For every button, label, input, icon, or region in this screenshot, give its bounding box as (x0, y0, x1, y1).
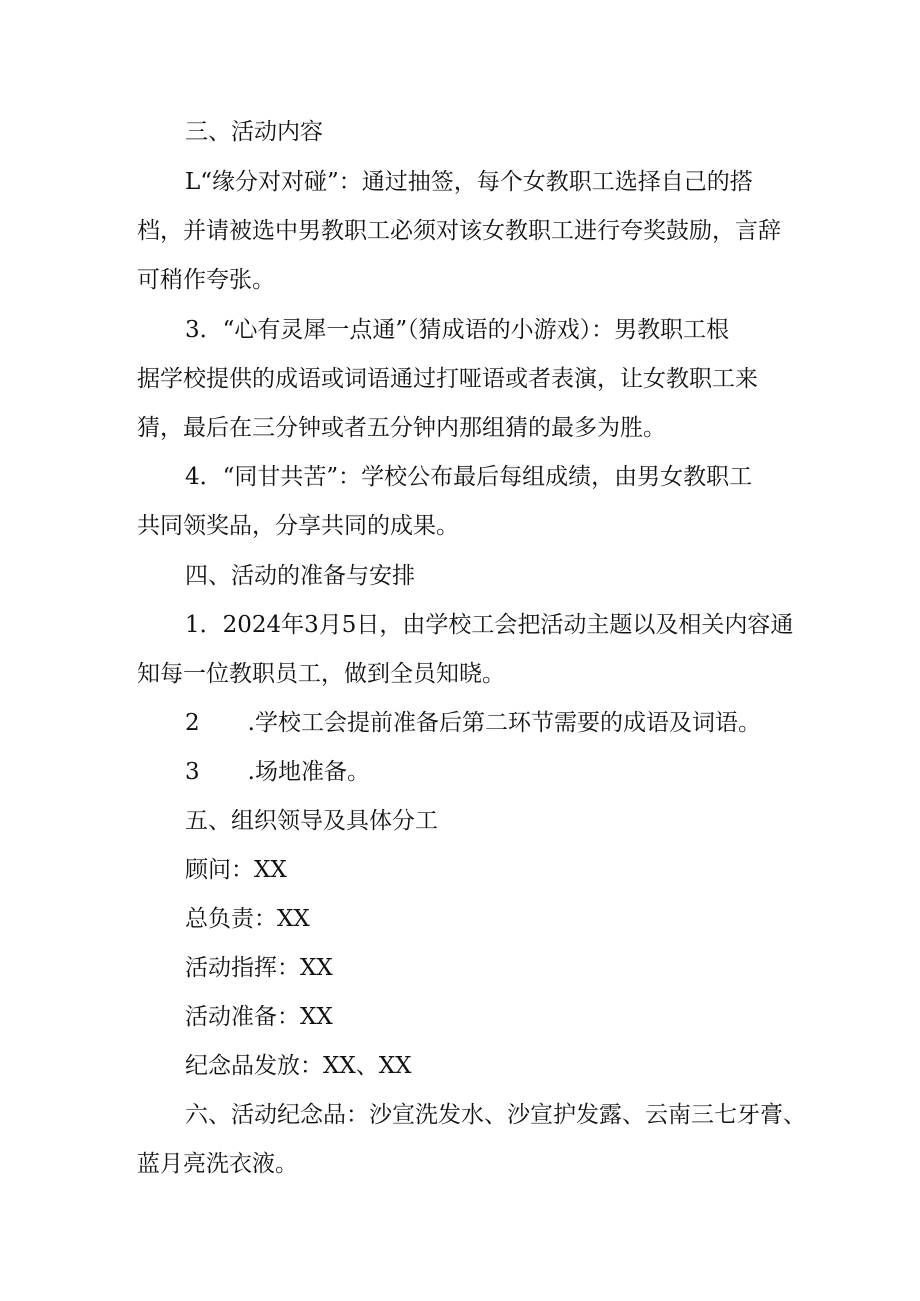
section-4-heading: 四、活动的准备与安排 (185, 563, 415, 589)
prep-2-number: 2 (185, 710, 200, 736)
item-4-line-1: 4．“同甘共苦”：学校公布最后每组成绩，由男女教职工 (185, 464, 753, 490)
item-1-line-2: 档，并请被选中男教职工必须对该女教职工进行夸奖鼓励，言辞 (137, 218, 781, 244)
section-5-heading: 五、组织领导及具体分工 (185, 808, 438, 834)
prep-1-line-1: 1．2024年3月5日，由学校工会把活动主题以及相关内容通 (185, 612, 794, 638)
section-6-line-1: 六、活动纪念品：沙宣洗发水、沙宣护发露、云南三七牙膏、 (185, 1102, 806, 1128)
role-chief: 总负责：XX (185, 906, 310, 932)
role-advisor: 顾问：XX (185, 857, 287, 883)
prep-3-number: 3 (185, 759, 200, 785)
prep-2-text: .学校工会提前准备后第二环节需要的成语及词语。 (247, 710, 761, 736)
item-1-line-3: 可稍作夸张。 (137, 267, 275, 293)
item-3-line-1: 3．“心有灵犀一点通”（猜成语的小游戏）：男教职工根 (185, 317, 730, 343)
item-3-line-2: 据学校提供的成语或词语通过打哑语或者表演，让女教职工来 (137, 366, 758, 392)
role-souvenir: 纪念品发放：XX、XX (185, 1053, 412, 1079)
item-3-line-3: 猜，最后在三分钟或者五分钟内那组猜的最多为胜。 (137, 415, 666, 441)
section-6-line-2: 蓝月亮洗衣液。 (137, 1151, 298, 1177)
item-4-line-2: 共同领奖品，分享共同的成果。 (137, 513, 459, 539)
prep-1-line-2: 知每一位教职员工，做到全员知晓。 (137, 661, 505, 687)
item-1-line-1: L“缘分对对碰”：通过抽签，每个女教职工选择自己的搭 (185, 169, 753, 195)
prep-3-text: .场地准备。 (247, 759, 370, 785)
section-3-heading: 三、活动内容 (185, 119, 323, 145)
prep-2 (185, 708, 761, 738)
prep-3 (185, 757, 370, 787)
role-preparation: 活动准备：XX (185, 1004, 333, 1030)
role-commander: 活动指挥：XX (185, 955, 333, 981)
